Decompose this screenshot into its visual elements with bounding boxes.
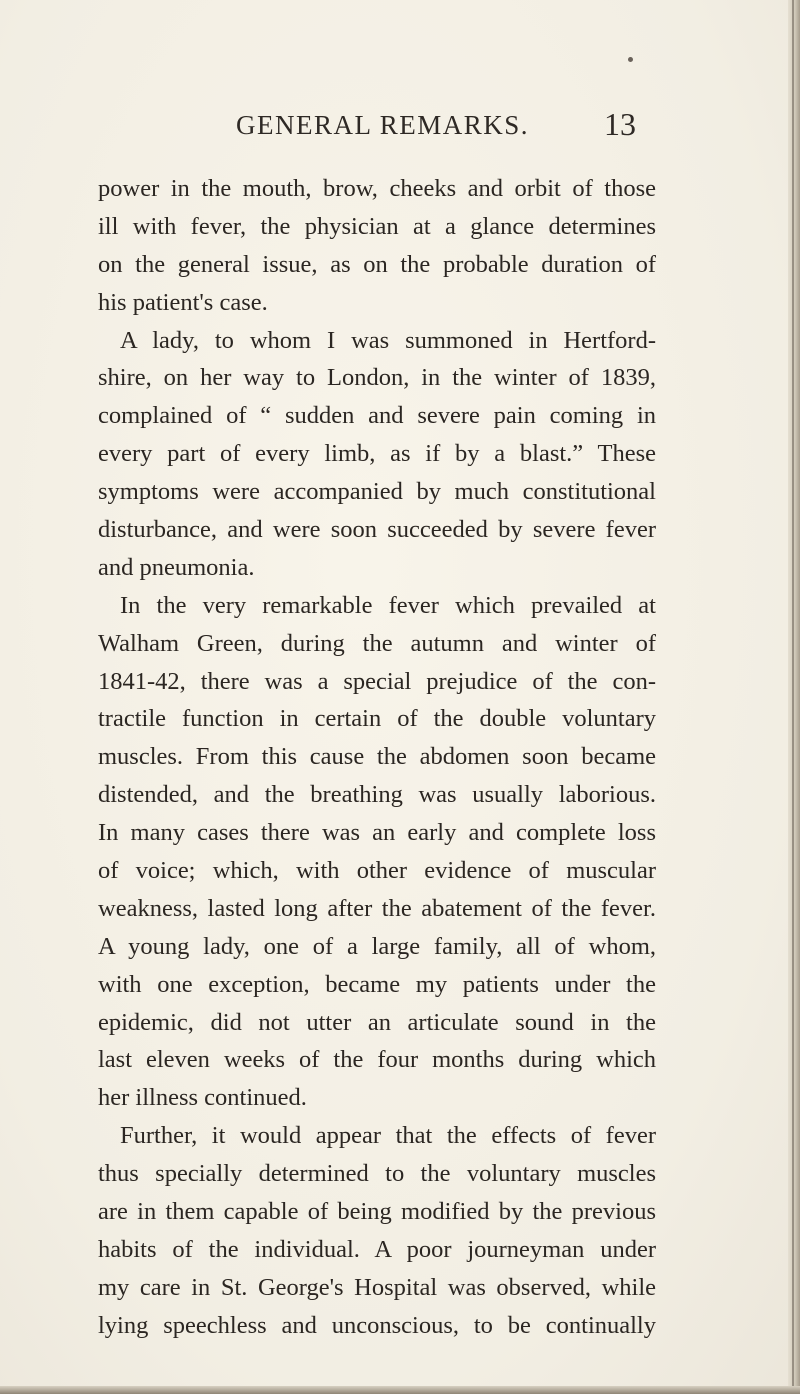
- running-head: [0, 106, 800, 146]
- text-line: complained of “ sudden and severe pain coming in: [98, 402, 656, 430]
- text-line: lying speechless and unconscious, to be continually: [98, 1311, 656, 1339]
- text-line: tractile function in certain of the double voluntary: [98, 705, 656, 733]
- paragraph-start-line: A lady, to whom I was summoned in Hertford-: [120, 326, 656, 354]
- text-line: 1841-42, there was a special prejudice of the con-: [98, 667, 656, 695]
- text-line: are in them capable of being modified by the previous: [98, 1198, 656, 1226]
- text-line: his patient's case.: [98, 288, 268, 316]
- text-line: last eleven weeks of the four months during which: [98, 1046, 656, 1074]
- body-text: [98, 170, 656, 1345]
- ink-speck: [628, 57, 633, 62]
- text-line: every part of every limb, as if by a blast.” These: [98, 440, 656, 468]
- bottom-page-edge: [0, 1386, 800, 1394]
- text-line: her illness continued.: [98, 1084, 307, 1112]
- text-line: A young lady, one of a large family, all of whom,: [98, 932, 656, 960]
- text-line: weakness, lasted long after the abatement of the fever.: [98, 894, 656, 922]
- page-number: 13: [604, 106, 636, 142]
- text-line: distended, and the breathing was usually laborious.: [98, 781, 656, 809]
- paragraph-start-line: Further, it would appear that the effects of fever: [120, 1122, 656, 1150]
- paragraph-start-line: In the very remarkable fever which prevailed at: [120, 591, 656, 619]
- text-line: thus specially determined to the voluntary muscles: [98, 1160, 656, 1188]
- page-edge-shadow: [788, 0, 800, 1394]
- text-line: disturbance, and were soon succeeded by severe fever: [98, 516, 656, 544]
- text-line: In many cases there was an early and complete loss: [98, 819, 656, 847]
- text-line: epidemic, did not utter an articulate sound in the: [98, 1008, 656, 1036]
- page-edge-line: [792, 0, 794, 1394]
- text-line: Walham Green, during the autumn and winter of: [98, 629, 656, 657]
- text-line: power in the mouth, brow, cheeks and orbit of those: [98, 175, 656, 202]
- text-line: symptoms were accompanied by much constitutional: [98, 478, 656, 506]
- text-line: of voice; which, with other evidence of muscular: [98, 857, 656, 885]
- text-line: with one exception, became my patients under the: [98, 970, 656, 998]
- text-line: on the general issue, as on the probable duration of: [98, 250, 656, 278]
- text-line: and pneumonia.: [98, 553, 255, 581]
- text-line: shire, on her way to London, in the winter of 1839,: [98, 364, 656, 392]
- text-line: my care in St. George's Hospital was observed, while: [98, 1273, 656, 1301]
- text-line: ill with fever, the physician at a glance determines: [98, 212, 656, 240]
- text-line: habits of the individual. A poor journeyman under: [98, 1235, 656, 1263]
- running-title: GENERAL REMARKS.: [236, 110, 530, 140]
- text-line: muscles. From this cause the abdomen soon became: [98, 743, 656, 771]
